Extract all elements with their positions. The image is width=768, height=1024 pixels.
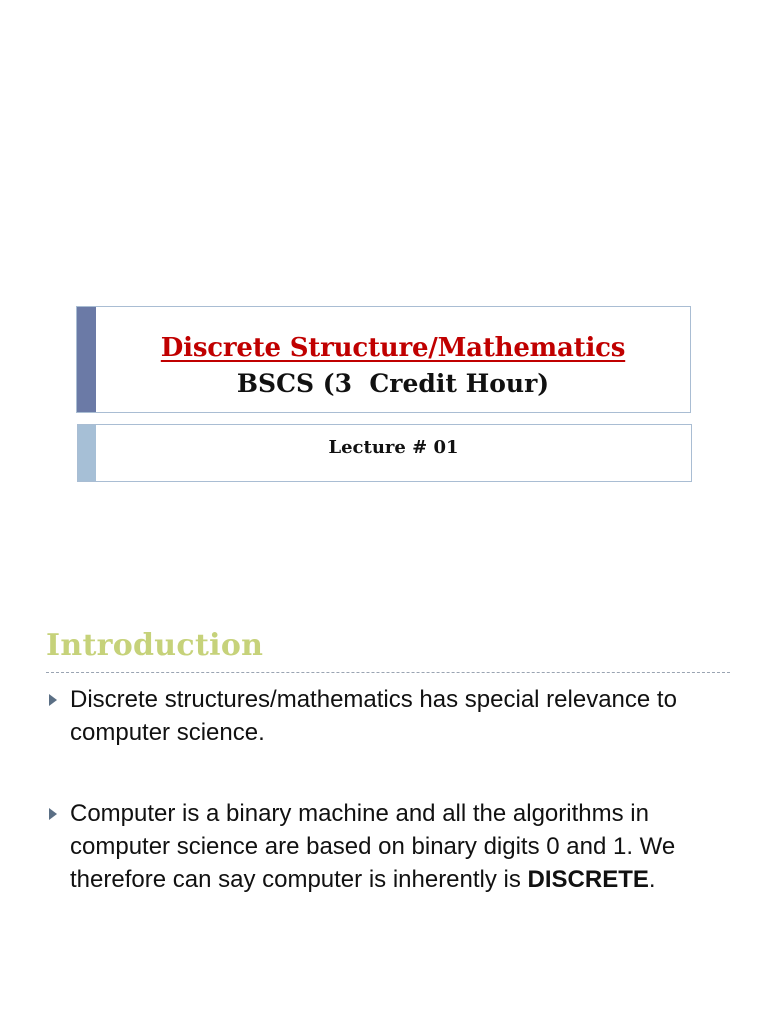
lecture-accent-bar bbox=[78, 425, 96, 481]
lecture-number: Lecture # 01 bbox=[328, 437, 459, 458]
bullet-emphasis: DISCRETE bbox=[527, 866, 649, 893]
title-text-block bbox=[96, 331, 690, 401]
bullet-text: Discrete structures/mathematics has special relevance to computer science. bbox=[70, 686, 677, 746]
bullet-text: Computer is a binary machine and all the algorithms in computer science are based on binary digits 0 and 1. We therefore can say computer is inherently is bbox=[70, 800, 676, 893]
title-accent-bar bbox=[77, 307, 96, 412]
course-title: Discrete Structure/Mathematics bbox=[160, 333, 626, 363]
bullet-text-end: . bbox=[648, 866, 656, 893]
intro-heading: Introduction bbox=[46, 628, 264, 663]
list-item bbox=[46, 797, 746, 896]
lecture-box bbox=[77, 424, 692, 482]
intro-bullet-list bbox=[46, 683, 746, 896]
triangle-right-icon bbox=[49, 808, 57, 820]
triangle-right-icon bbox=[49, 694, 57, 706]
list-item bbox=[46, 683, 746, 749]
title-box bbox=[76, 306, 691, 413]
heading-divider bbox=[46, 672, 730, 673]
course-subtitle: BSCS (3 Credit Hour) bbox=[236, 369, 550, 398]
